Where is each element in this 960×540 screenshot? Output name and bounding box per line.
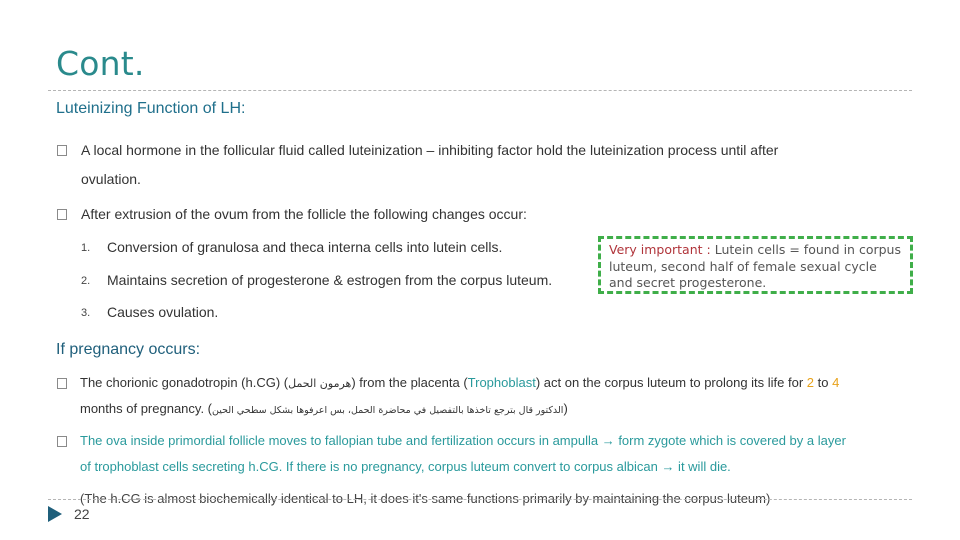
callout-label: Very important : bbox=[609, 242, 711, 257]
pregnancy-bullet-2-line-2: of trophoblast cells secreting h.CG. If there is no pregnancy, corpus luteum convert to corpus albican → it will die. bbox=[80, 459, 731, 474]
bullet-box-icon bbox=[57, 209, 67, 220]
slide-title: Cont. bbox=[56, 44, 145, 83]
step-3-number: 3. bbox=[81, 307, 91, 319]
bullet-box-icon bbox=[57, 436, 67, 447]
months-value-2: 2 bbox=[806, 375, 815, 390]
arabic-note-doctor: الدكتور قال بترجع تاخذها بالتفصيل في محاضرة الحمل، بس اعرفوها بشكل سطحي الحين bbox=[212, 405, 564, 416]
months-value-4: 4 bbox=[832, 375, 840, 390]
section-subtitle: Luteinizing Function of LH: bbox=[56, 100, 246, 117]
step-1-number: 1. bbox=[81, 242, 91, 254]
step-2-number: 2. bbox=[81, 275, 91, 287]
bullet-box-icon bbox=[57, 378, 67, 389]
pregnancy-heading: If pregnancy occurs: bbox=[56, 341, 201, 358]
play-triangle-icon bbox=[48, 506, 62, 522]
footer-divider bbox=[48, 499, 912, 500]
pregnancy-bullet-2-line-1: The ova inside primordial follicle moves to fallopian tube and fertilization occurs in ampulla → form zygote which is covered by a layer bbox=[80, 433, 846, 448]
pregnancy-bullet-1-line-1: The chorionic gonadotropin (h.CG) (هرمون الحمل) from the placenta (Trophoblast) act on the corpus luteum to prolong its life for 2 to 4 bbox=[80, 375, 840, 390]
trophoblast-term: Trophoblast bbox=[467, 375, 536, 390]
callout-text: Lutein cells = found in corpus luteum, second half of female sexual cycle and secret progesterone. bbox=[609, 242, 901, 290]
bullet-2-line-1: After extrusion of the ovum from the follicle the following changes occur: bbox=[81, 206, 527, 222]
bullet-1-line-1: A local hormone in the follicular fluid called luteinization – inhibiting factor hold the luteinization process until after bbox=[81, 142, 779, 158]
page-number: 22 bbox=[74, 506, 90, 522]
bullet-box-icon bbox=[57, 145, 67, 156]
arabic-note-hormone: هرمون الحمل bbox=[288, 377, 352, 390]
important-callout bbox=[598, 236, 913, 294]
pregnancy-bullet-1-line-2: months of pregnancy. (الدكتور قال بترجع تاخذها بالتفصيل في محاضرة الحمل، بس اعرفوها بشكل سطحي الحين) bbox=[80, 401, 568, 416]
bullet-1-line-2: ovulation. bbox=[81, 171, 141, 187]
step-3-text: Causes ovulation. bbox=[107, 304, 219, 320]
title-divider bbox=[48, 90, 912, 91]
step-1-text: Conversion of granulosa and theca interna cells into lutein cells. bbox=[107, 239, 503, 255]
step-2-text: Maintains secretion of progesterone & estrogen from the corpus luteum. bbox=[107, 272, 553, 288]
footnote: (The h.CG is almost biochemically identical to LH, it does it's same functions primarily by maintaining the corpus luteum) bbox=[80, 491, 771, 506]
